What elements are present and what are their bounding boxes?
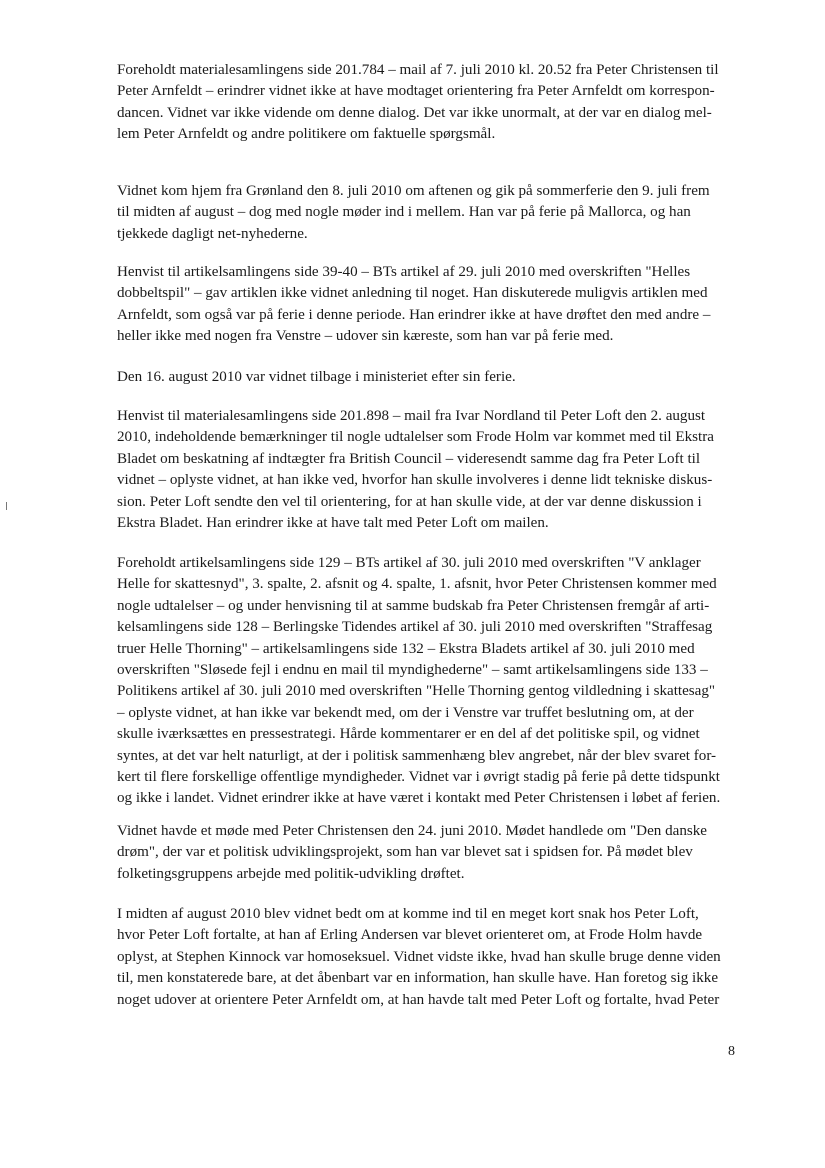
text-line: I midten af august 2010 blev vidnet bedt om at komme ind til en meget kort snak hos Peter Loft,: [117, 906, 699, 922]
text-line: noget udover at orientere Peter Arnfeldt om, at han havde talt med Peter Loft og fortalte, hvad Peter: [117, 991, 720, 1008]
text-line: sion. Peter Loft sendte den vel til orientering, for at han skulle vide, at der var denne diskussion i: [117, 493, 702, 510]
text-line: drøm", der var et politisk udviklingsprojekt, som han var blevet sat i spidsen for. På mødet blev: [117, 844, 693, 861]
text-line: Helle for skattesnyd", 3. spalte, 2. afsnit og 4. spalte, 1. afsnit, hvor Peter Christensen kommer med: [117, 576, 717, 593]
text-line: folketingsgruppens arbejde med politik-udvikling drøftet.: [117, 865, 465, 882]
text-line: Vidnet kom hjem fra Grønland den 8. juli 2010 om aftenen og gik på sommerferie den 9. juli frem: [117, 183, 710, 199]
text-line: Ekstra Bladet. Han erindrer ikke at have talt med Peter Loft om mailen.: [117, 515, 549, 532]
text-line: Vidnet havde et møde med Peter Christensen den 24. juni 2010. Mødet handlede om "Den danske: [117, 823, 708, 839]
text-line: dobbeltspil" – gav artiklen ikke vidnet anledning til noget. Han diskuterede muligvis artiklen med: [117, 285, 708, 302]
text-line: til midten af august – dog med nogle møder ind i mellem. Han var på ferie på Mallorca, og han: [117, 204, 691, 221]
text-line: Henvist til materialesamlingens side 201.898 – mail fra Ivar Nordland til Peter Loft den 2. august: [117, 408, 706, 424]
text-line: lem Peter Arnfeldt og andre politikere om faktuelle spørgsmål.: [117, 126, 496, 143]
page-number: 8: [728, 1044, 735, 1059]
text-line: dancen. Vidnet var ikke vidende om denne dialog. Det var ikke unormalt, at der var en dialog mel-: [117, 104, 712, 121]
text-line: kelsamlingens side 128 – Berlingske Tidendes artikel af 30. juli 2010 med overskriften "Straffesag: [117, 619, 713, 636]
paragraph-3: [117, 262, 747, 348]
text-line: heller ikke med nogen fra Venstre – udover sin kæreste, som han var på ferie med.: [117, 328, 614, 345]
text-line: til, men konstaterede bare, at det åbenbart var en information, han skulle have. Han foretog sig ikke: [117, 970, 719, 987]
text-line: Arnfeldt, som også var på ferie i denne periode. Han erindrer ikke at have drøftet den med andre –: [117, 306, 711, 323]
text-line: Henvist til artikelsamlingens side 39-40 – BTs artikel af 29. juli 2010 med overskriften "Helles: [117, 264, 691, 280]
text-line: Bladet om beskatning af indtægter fra British Council – videresendt samme dag fra Peter Loft til: [117, 450, 701, 467]
paragraph-4: [117, 367, 747, 388]
paragraph-1: [117, 60, 747, 146]
paragraph-7: [117, 821, 747, 885]
paragraph-2: [117, 181, 747, 245]
text-line: hvor Peter Loft fortalte, at han af Erling Andersen var blevet orienteret om, at Frode Holm havde: [117, 927, 703, 944]
text-line: Foreholdt artikelsamlingens side 129 – BTs artikel af 30. juli 2010 med overskriften "V anklager: [117, 555, 701, 571]
text-line: overskriften "Sløsede fejl i endnu en mail til myndighederne" – samt artikelsamlingens side 133 –: [117, 662, 708, 679]
paragraph-8: [117, 904, 747, 1011]
text-line: skulle iværksættes en pressestrategi. Hårde kommentarer er en del af det politiske spil, og vidnet: [117, 726, 700, 743]
text-line: vidnet – oplyste vidnet, at han ikke ved, hvorfor han skulle involveres i denne lidt tekniske diskus-: [117, 472, 713, 489]
text-line: Politikens artikel af 30. juli 2010 med overskriften "Helle Thorning gentog vildledning i skattesag": [117, 683, 716, 700]
text-line: og ikke i landet. Vidnet erindrer ikke at have været i kontakt med Peter Christensen i løbet af ferien.: [117, 790, 721, 807]
text-line: nogle udtalelser – og under henvisning til at samme budskab fra Peter Christensen fremgår af arti-: [117, 597, 710, 614]
text-line: kert til flere forskellige offentlige myndigheder. Vidnet var i øvrigt stadig på ferie på dette tidspunkt: [117, 769, 720, 786]
text-line: truer Helle Thorning" – artikelsamlingens side 132 – Ekstra Bladets artikel af 30. juli 2010 med: [117, 640, 695, 657]
text-line: oplyst, at Stephen Kinnock var homoseksuel. Vidnet vidste ikke, hvad han skulle bruge denne viden: [117, 948, 721, 965]
text-line: tjekkede dagligt net-nyhederne.: [117, 225, 308, 242]
text-line: syntes, at det var helt naturligt, at der i politisk sammenhæng blev angrebet, når der blev svaret for-: [117, 747, 717, 764]
text-line: – oplyste vidnet, at han ikke var bekendt med, om der i Venstre var truffet beslutning om, at der: [117, 704, 694, 721]
paragraph-5: [117, 406, 747, 534]
paragraph-6: [117, 553, 747, 810]
margin-mark: [6, 502, 7, 510]
text-line: Foreholdt materialesamlingens side 201.784 – mail af 7. juli 2010 kl. 20.52 fra Peter Christensen til: [117, 62, 719, 78]
text-line: Peter Arnfeldt – erindrer vidnet ikke at have modtaget orientering fra Peter Arnfeldt om korrespon-: [117, 83, 715, 100]
text-line: 2010, indeholdende bemærkninger til nogle udtalelser som Frode Holm var kommet med til Ekstra: [117, 429, 714, 446]
text-line: Den 16. august 2010 var vidnet tilbage i ministeriet efter sin ferie.: [117, 369, 516, 385]
